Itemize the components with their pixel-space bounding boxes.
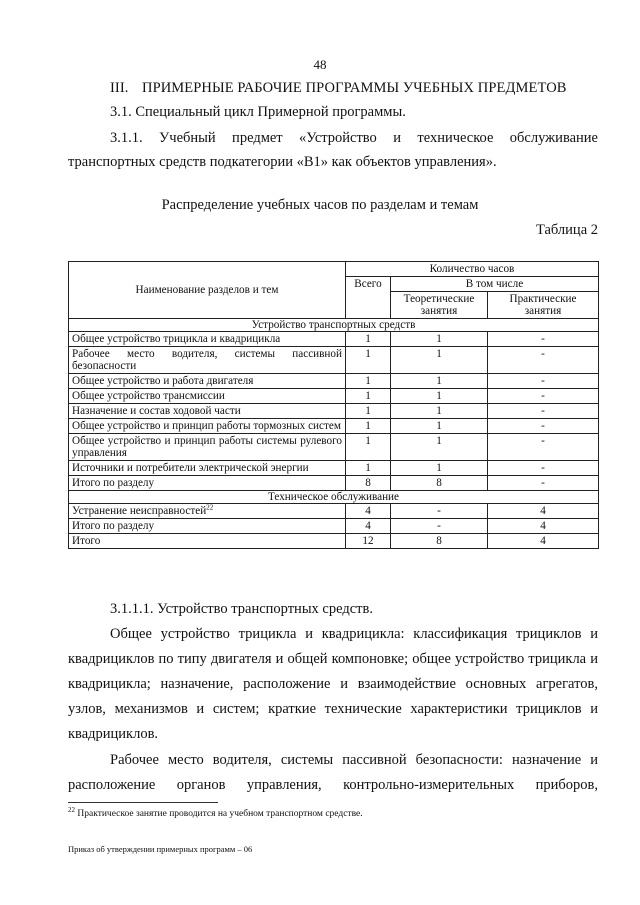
section-title-row [69, 491, 599, 504]
body-line: Рабочее место водителя, системы пассивной безопасности: назначение и [110, 752, 598, 768]
row-theory: - [391, 519, 488, 534]
subsection-title: 3.1. Специальный цикл Примерной программы. [110, 104, 406, 120]
row-theory: 8 [391, 476, 488, 491]
row-theory: 1 [391, 347, 488, 374]
row-name: Устранение неисправностей [72, 505, 207, 517]
row-theory: 1 [391, 461, 488, 476]
row-total: 1 [346, 347, 391, 374]
row-theory: 1 [391, 389, 488, 404]
row-total: 1 [346, 419, 391, 434]
table-row [69, 389, 599, 404]
header-hours: Количество часов [346, 262, 599, 277]
paragraph-heading: 3.1.1.1. Устройство транспортных средств. [110, 601, 373, 617]
row-practice: - [488, 332, 599, 347]
section-title: ПРИМЕРНЫЕ РАБОЧИЕ ПРОГРАММЫ УЧЕБНЫХ ПРЕДМЕТОВ [142, 80, 567, 96]
row-total: 1 [346, 461, 391, 476]
row-practice: - [488, 419, 599, 434]
row-total: 1 [346, 404, 391, 419]
page-number: 48 [313, 57, 327, 72]
section-title-row [69, 319, 599, 332]
row-theory: 8 [391, 534, 488, 549]
footnote-divider [68, 802, 218, 803]
subtotal-row [69, 519, 599, 534]
header-total: Всего [346, 277, 391, 319]
row-name: Итого по разделу [69, 476, 346, 491]
header-practice: Практические занятия [488, 292, 599, 319]
row-name: Общее устройство трансмиссии [69, 389, 346, 404]
footnote [68, 806, 363, 819]
body-line: узлов, механизмов и систем; краткие технические характеристики трициклов и [68, 701, 598, 717]
row-practice: 4 [488, 519, 599, 534]
row-name: Общее устройство трицикла и квадрицикла [69, 332, 346, 347]
table-row [69, 404, 599, 419]
row-name: Общее устройство и принцип работы тормозных систем [69, 419, 346, 434]
body-line: квадрициклов по типу двигателя и общей компоновке; общее устройство трицикла и [68, 651, 598, 667]
section-number: III. [110, 80, 129, 96]
row-practice: 4 [488, 534, 599, 549]
table-row [69, 374, 599, 389]
table-label: Таблица 2 [535, 222, 598, 238]
row-practice: - [488, 347, 599, 374]
row-total: 4 [346, 504, 391, 519]
row-practice: - [488, 434, 599, 461]
row-practice: - [488, 404, 599, 419]
header-name: Наименование разделов и тем [69, 262, 346, 319]
header-including: В том числе [391, 277, 599, 292]
row-total: 1 [346, 332, 391, 347]
footnote-text: Практическое занятие проводится на учебном транспортном средстве. [77, 809, 363, 820]
row-total: 1 [346, 374, 391, 389]
row-total: 12 [346, 534, 391, 549]
table-row [69, 332, 599, 347]
distribution-title: Распределение учебных часов по разделам и темам [161, 197, 479, 213]
table-header-row [69, 262, 599, 277]
hours-table [68, 261, 599, 549]
header-theory: Теоретические занятия [391, 292, 488, 319]
row-practice: - [488, 389, 599, 404]
row-practice: - [488, 461, 599, 476]
row-theory: 1 [391, 374, 488, 389]
footnote-reference[interactable]: 22 [206, 503, 214, 512]
table-row [69, 419, 599, 434]
row-theory: 1 [391, 404, 488, 419]
row-name: Источники и потребители электрической энергии [69, 461, 346, 476]
row-name: Итого по разделу [69, 519, 346, 534]
row-theory: 1 [391, 332, 488, 347]
section-heading [110, 80, 567, 97]
row-total: 4 [346, 519, 391, 534]
table-row [69, 434, 599, 461]
row-name-cell [69, 504, 346, 519]
row-theory: 1 [391, 434, 488, 461]
total-row [69, 534, 599, 549]
section-title-cell: Техническое обслуживание [69, 491, 599, 504]
subsection-subject-line1: 3.1.1. Учебный предмет «Устройство и техническое обслуживание [110, 130, 598, 146]
table-row [69, 461, 599, 476]
row-name: Общее устройство и принцип работы системы рулевого управления [69, 434, 346, 461]
row-practice: - [488, 476, 599, 491]
body-line: квадрицикла; назначение, расположение и взаимодействие основных агрегатов, [68, 676, 598, 692]
section-title-cell: Устройство транспортных средств [69, 319, 599, 332]
body-line: Общее устройство трицикла и квадрицикла: классификация трициклов и [110, 626, 598, 642]
row-total: 1 [346, 434, 391, 461]
page-footer: Приказ об утверждении примерных программ – 06 [68, 844, 253, 854]
row-name: Назначение и состав ходовой части [69, 404, 346, 419]
row-total: 8 [346, 476, 391, 491]
table-row [69, 504, 599, 519]
body-line: расположение органов управления, контрольно-измерительных приборов, [68, 777, 598, 793]
row-theory: - [391, 504, 488, 519]
row-practice: - [488, 374, 599, 389]
subsection-subject-line2: транспортных средств подкатегории «В1» как объектов управления». [68, 154, 497, 170]
row-practice: 4 [488, 504, 599, 519]
subtotal-row [69, 476, 599, 491]
table-row [69, 347, 599, 374]
footnote-number: 22 [68, 806, 75, 814]
row-name: Общее устройство и работа двигателя [69, 374, 346, 389]
row-name: Итого [69, 534, 346, 549]
row-name: Рабочее место водителя, системы пассивной безопасности [69, 347, 346, 374]
body-line: квадрициклов. [68, 726, 159, 742]
row-theory: 1 [391, 419, 488, 434]
row-total: 1 [346, 389, 391, 404]
